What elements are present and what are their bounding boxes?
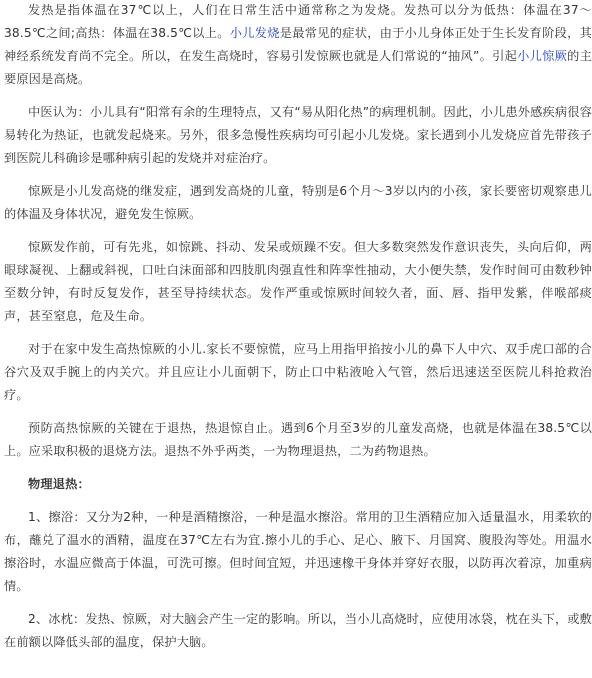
paragraph-text: 发热是指体温在37℃以上，人们在日常生活中通常称之为发烧。发热可以分为低热：体温在37～38.5℃之间;高热：体温在38.5℃以上。 — [4, 3, 592, 40]
paragraph-text: 是最常见的症状，由于小儿身体正处于生长发育阶段，其神经系统发育尚不完全。所以，在发生高烧时，容易引发惊厥也就是人们常说的“抽风”。引起 — [4, 26, 592, 63]
paragraph-prevention: 预防高热惊厥的关键在于退热，热退惊自止。遇到6个月至3岁的儿童发高烧，也就是体温在38.5℃以上。应采取积极的退烧方法。退热不外乎两类，一为物理退热，二为药物退热。 — [4, 421, 592, 458]
paragraph-tcm-view: 中医认为：小儿具有“阳常有余的生理特点，又有“易从阳化热”的病理机制。因此，小儿患外感疾病很容易转化为热证，也就发起烧来。另外，很多急慢性疾病均可引起小儿发烧。家长遇到小儿发烧应首先带孩子到医院儿科确诊是哪种病引起的发烧并对症治疗。 — [4, 105, 592, 165]
paragraph-convulsion-symptoms: 惊厥发作前，可有先兆，如惊跳、抖动、发呆或烦躁不安。但大多数突然发作意识丧失，头向后仰，两眼球凝视、上翻或斜视，口吐白沫面部和四肢肌肉强直性和阵挛性抽动，大小便失禁，发作时间可由数秒钟至数分钟，有时反复发作，甚至导持续状态。发作严重或惊厥时间较久者，面、唇、指甲发紫，伴喉部痰声，甚至窒息，危及生命。 — [4, 240, 592, 323]
paragraph-ice-pillow: 2、冰枕：发热、惊厥，对大脑会产生一定的影响。所以，当小儿高烧时，应使用冰袋，枕在头下，或敷在前额以降低头部的温度，保护大脑。 — [4, 612, 592, 649]
section-heading-physical-cooling: 物理退热： — [28, 477, 90, 491]
paragraph-text: 的主要原因是高烧。 — [4, 49, 592, 86]
paragraph-fever-definition — [4, 0, 592, 91]
link-child-convulsion[interactable]: 小儿惊厥 — [517, 49, 568, 63]
paragraph-first-aid: 对于在家中发生高热惊厥的小儿.家长不要惊慌，应马上用指甲掐按小儿的鼻下人中穴、双手虎口部的合谷穴及双手腕上的内关穴。并且应让小儿面朝下，防止口中粘液呛入气管，然后迅速送至医院儿科抢救治疗。 — [4, 342, 592, 402]
paragraph-convulsion-complication: 惊厥是小儿发高烧的继发症，遇到发高烧的儿童，特别是6个月～3岁以内的小孩，家长要密切观察患儿的体温及身体状况，避免发生惊厥。 — [4, 184, 592, 221]
paragraph-sponge-bath: 1、擦浴：又分为2种，一种是酒精擦浴，一种是温水擦浴。常用的卫生酒精应加入适量温水，用柔软的布，蘸兑了温水的酒精，温度在37℃左右为宜.擦小儿的手心、足心、腋下、月国窝、腹股沟等处。用温水擦浴时，水温应微高于体温，可洗可擦。但时间宜短，并迅速橡干身体并穿好衣服，以防再次着凉，加重病情。 — [4, 510, 592, 593]
link-child-fever[interactable]: 小儿发烧 — [229, 26, 280, 40]
